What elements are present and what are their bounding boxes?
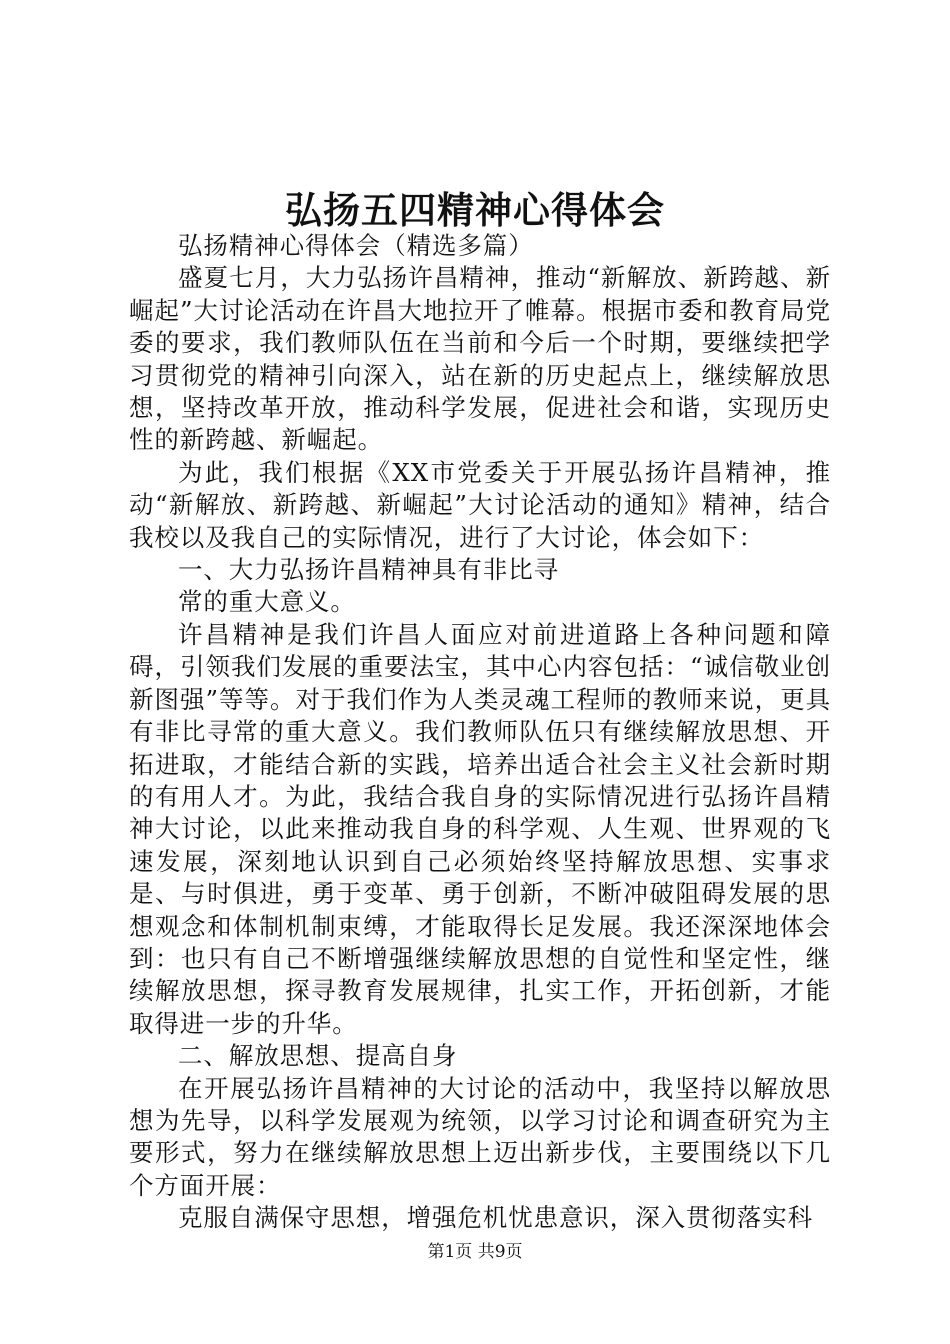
document-title: 弘扬五四精神心得体会	[285, 188, 665, 232]
paragraph: 常的重大意义。	[178, 587, 356, 617]
paragraph: 盛夏七月，大力弘扬许昌精神，推动“新解放、新跨越、新崛起”大讨论活动在许昌大地拉开了帷幕。根据市委和教育局党委的要求，我们教师队伍在当前和今后一个时期，要继续把学习贯彻党的精神引向深入，站在新的历史起点上，继续解放思想，坚持改革开放，推动科学发展，促进社会和谐，实现历史性的新跨越、新崛起。	[129, 263, 831, 455]
page-footer: 第1页 共9页	[427, 1242, 523, 1262]
paragraph: 为此，我们根据《XX市党委关于开展弘扬许昌精神，推动“新解放、新跨越、新崛起”大讨论活动的通知》精神，结合我校以及我自己的实际情况，进行了大讨论，体会如下：	[129, 457, 831, 552]
paragraph: 在开展弘扬许昌精神的大讨论的活动中，我坚持以解放思想为先导，以科学发展观为统领，以学习讨论和调查研究为主要形式，努力在继续解放思想上迈出新步伐，主要围绕以下几个方面开展：	[129, 1073, 831, 1200]
paragraph-subtitle: 弘扬精神心得体会（精选多篇）	[178, 231, 534, 260]
document-body	[129, 230, 831, 1235]
paragraph: 克服自满保守思想，增强危机忧患意识，深入贯彻落实科	[178, 1203, 813, 1233]
paragraph: 许昌精神是我们许昌人面应对前进道路上各种问题和障碍，引领我们发展的重要法宝，其中心内容包括：“诚信敬业创新图强”等等。对于我们作为人类灵魂工程师的教师来说，更具有非比寻常的重大意义。我们教师队伍只有继续解放思想、开拓进取，才能结合新的实践，培养出适合社会主义社会新时期的有用人才。为此，我结合我自身的实际情况进行弘扬许昌精神大讨论，以此来推动我自身的科学观、人生观、世界观的飞速发展，深刻地认识到自己必须始终坚持解放思想、实事求是、与时俱进，勇于变革、勇于创新，不断冲破阻碍发展的思想观念和体制机制束缚，才能取得长足发展。我还深深地体会到：也只有自己不断增强继续解放思想的自觉性和坚定性，继续解放思想，探寻教育发展规律，扎实工作，开拓创新，才能取得进一步的升华。	[129, 619, 831, 1038]
section-heading-2: 二、解放思想、提高自身	[178, 1041, 458, 1071]
section-heading-1: 一、大力弘扬许昌精神具有非比寻	[178, 555, 559, 585]
